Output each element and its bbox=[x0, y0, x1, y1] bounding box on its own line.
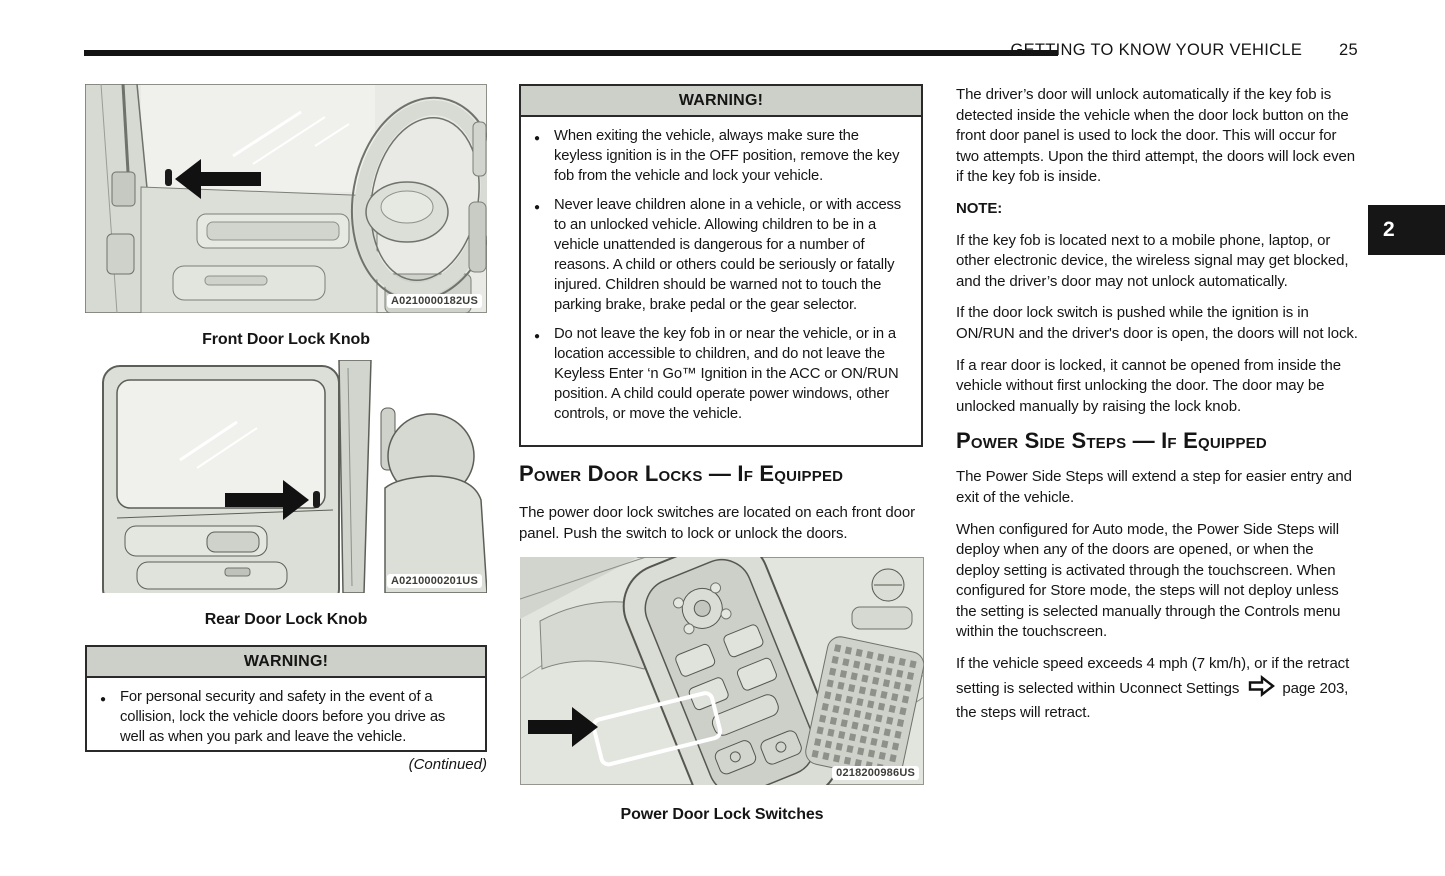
door-switches-illustration bbox=[520, 557, 924, 785]
section-heading-power-door-locks: Power Door Locks — If Equipped bbox=[519, 461, 844, 486]
page-number: 25 bbox=[1339, 41, 1358, 59]
header-title: GETTING TO KNOW YOUR VEHICLE bbox=[1010, 41, 1303, 59]
warning-bullet: ● Do not leave the key fob in or near the vehicle, or in a location accessible to children, and do not leave the Keyless Enter ‘n Go™ Ignition in the ACC or ON/RUN position. A child could operate power windows, other controls, or move the vehicle. bbox=[531, 324, 909, 424]
header-rule bbox=[84, 50, 1058, 56]
retract-text-before-link: If the vehicle speed exceeds 4 mph (7 km/h), or if the retract setting is selected within Uconnect Settings bbox=[956, 655, 1350, 697]
warning-bullet-list bbox=[521, 117, 921, 432]
retract-text-after-link: page 203, the steps will retract. bbox=[956, 679, 1349, 722]
note-body: If the key fob is located next to a mobile phone, laptop, or other electronic device, the wireless signal may get blocked, and the driver’s door may not unlock automatically. bbox=[956, 231, 1349, 290]
right-column bbox=[956, 85, 1358, 735]
warning-bullet: ● Never leave children alone in a vehicle, or with access to an unlocked vehicle. Allowing children to be in a vehicle unattended is dangerous for a number of reasons. A child or others could be seriously or fatally injured. Children should be warned not to touch the parking brake, brake pedal or the gear selector. bbox=[531, 195, 909, 315]
figure-code: 0218200986US bbox=[832, 766, 919, 780]
caption-front-door-lock-knob: Front Door Lock Knob bbox=[202, 331, 370, 348]
continued-label: (Continued) bbox=[408, 756, 487, 773]
para-side-steps-retract bbox=[956, 654, 1358, 724]
page-reference-arrow-icon[interactable] bbox=[1248, 675, 1275, 704]
warning-title: WARNING! bbox=[87, 647, 485, 678]
power-door-locks-body: The power door lock switches are located on each front door panel. Push the switch to lock or unlock the doors. bbox=[519, 504, 915, 542]
para-side-steps-intro: The Power Side Steps will extend a step for easier entry and exit of the vehicle. bbox=[956, 468, 1352, 506]
caption-rear-door-lock-knob: Rear Door Lock Knob bbox=[204, 611, 368, 628]
section-heading-power-side-steps: Power Side Steps — If Equipped bbox=[956, 428, 1267, 454]
figure-power-door-lock-switches bbox=[520, 557, 924, 785]
para-ignition-lock: If the door lock switch is pushed while the ignition is in ON/RUN and the driver's door is open, the doors will not lock. bbox=[956, 304, 1358, 342]
para-auto-unlock: The driver’s door will unlock automatically if the key fob is detected inside the vehicle when the door lock button on the front door panel is used to lock the door. This will occur for two attempts. Upon the third attempt, the doors will lock even if the key fob is inside. bbox=[956, 86, 1355, 186]
para-rear-door-lock: If a rear door is locked, it cannot be opened from inside the vehicle without first unlocking the door. The door may be unlocked manually by raising the lock knob. bbox=[956, 356, 1341, 415]
warning-box-left bbox=[85, 645, 487, 752]
rear-door-illustration bbox=[85, 360, 487, 593]
warning-bullet: ● For personal security and safety in the event of a collision, lock the vehicle doors before you drive as well as when you park and leave the vehicle. bbox=[97, 687, 473, 747]
figure-code: A0210000182US bbox=[387, 294, 482, 308]
caption-power-door-lock-switches: Power Door Lock Switches bbox=[620, 806, 824, 823]
para-side-steps-modes: When configured for Auto mode, the Power Side Steps will deploy when any of the doors are opened, or when the deploy setting is activated through the touchscreen. When configured for Store mode, the steps will not deploy unless the setting is selected manually through the Controls menu within the touchscreen. bbox=[956, 520, 1341, 641]
running-header bbox=[1010, 41, 1358, 60]
warning-title: WARNING! bbox=[521, 86, 921, 117]
figure-front-door-lock-knob bbox=[85, 84, 487, 313]
warning-bullet: ● When exiting the vehicle, always make sure the keyless ignition is in the OFF position, remove the key fob from the vehicle and lock your vehicle. bbox=[531, 126, 909, 186]
warning-box-middle bbox=[519, 84, 923, 447]
chapter-tab-number: 2 bbox=[1383, 218, 1395, 241]
note-label: NOTE: bbox=[956, 199, 1003, 217]
figure-rear-door-lock-knob bbox=[85, 360, 487, 593]
chapter-tab bbox=[1368, 205, 1445, 255]
warning-bullet-list bbox=[87, 678, 485, 752]
figure-code: A0210000201US bbox=[387, 574, 482, 588]
front-door-illustration bbox=[85, 84, 487, 313]
